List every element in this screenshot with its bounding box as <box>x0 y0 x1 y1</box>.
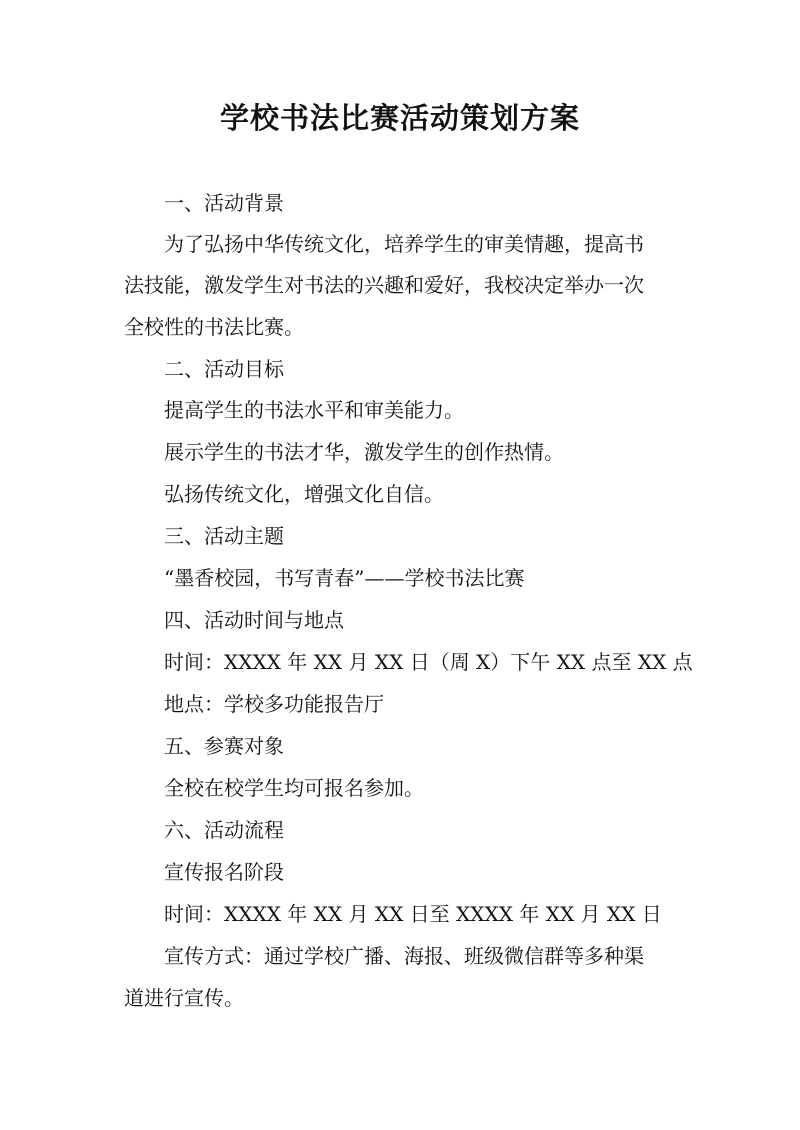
paragraph-line: 弘扬传统文化，增强文化自信。 <box>164 482 444 506</box>
section-heading-theme: 三、活动主题 <box>164 524 284 548</box>
paragraph-line: 展示学生的书法才华，激发学生的创作热情。 <box>164 440 564 464</box>
paragraph-line: 提高学生的书法水平和审美能力。 <box>164 398 464 422</box>
section-heading-background: 一、活动背景 <box>164 191 284 215</box>
paragraph-line: 地点：学校多功能报告厅 <box>164 692 384 716</box>
paragraph-line: 时间：XXXX 年 XX 月 XX 日（周 X）下午 XX 点至 XX 点 <box>164 650 693 674</box>
paragraph-line: 道进行宣传。 <box>124 986 244 1010</box>
paragraph-line: “墨香校园，书写青春”——学校书法比赛 <box>164 566 525 590</box>
paragraph-line: 法技能，激发学生对书法的兴趣和爱好，我校决定举办一次 <box>124 273 644 297</box>
document-title: 学校书法比赛活动策划方案 <box>219 101 580 135</box>
paragraph-line: 全校在校学生均可报名参加。 <box>164 776 424 800</box>
paragraph-line: 宣传方式：通过学校广播、海报、班级微信群等多种渠 <box>164 944 644 968</box>
paragraph-line: 全校性的书法比赛。 <box>124 315 304 339</box>
section-heading-time-place: 四、活动时间与地点 <box>164 608 344 632</box>
section-heading-participants: 五、参赛对象 <box>164 734 284 758</box>
section-heading-goals: 二、活动目标 <box>164 357 284 381</box>
paragraph-line: 为了弘扬中华传统文化，培养学生的审美情趣，提高书 <box>164 232 644 256</box>
section-heading-process: 六、活动流程 <box>164 818 284 842</box>
paragraph-line: 时间：XXXX 年 XX 月 XX 日至 XXXX 年 XX 月 XX 日 <box>164 902 662 926</box>
paragraph-line: 宣传报名阶段 <box>164 860 284 884</box>
